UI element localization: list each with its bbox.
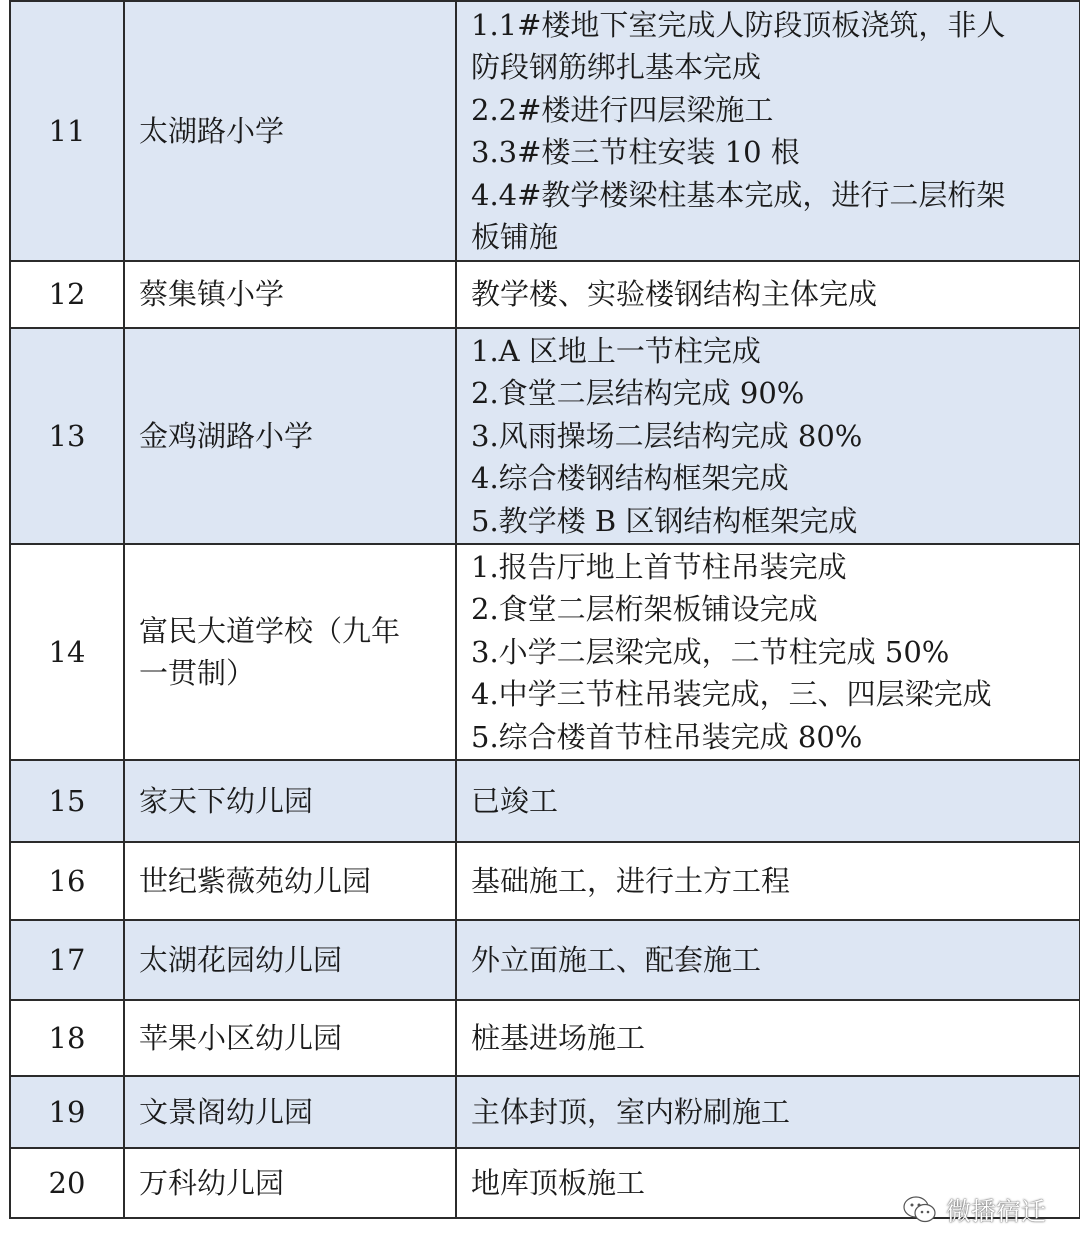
school-name-cell [124, 1148, 456, 1218]
progress-line: 桩基进场施工 [471, 1020, 646, 1055]
progress-cell [456, 760, 1080, 842]
row-number: 18 [48, 1020, 86, 1055]
row-number-cell [10, 1000, 124, 1076]
school-name-cell [124, 1000, 456, 1076]
row-number: 12 [48, 277, 86, 312]
school-name: 苹果小区幼儿园 [139, 1020, 343, 1055]
progress-line: 5.综合楼首节柱吊装完成 80% [471, 719, 863, 754]
watermark-text: 微播宿迁 [945, 1197, 1046, 1226]
progress-line: 板铺施 [471, 220, 559, 254]
progress-line: 2.食堂二层桁架板铺设完成 [471, 592, 818, 627]
progress-cell [456, 1000, 1080, 1076]
row-number: 11 [48, 113, 86, 148]
school-name: 文景阁幼儿园 [139, 1094, 314, 1129]
progress-line: 已竣工 [471, 783, 559, 818]
table-row [10, 760, 1080, 842]
progress-cell [456, 842, 1080, 920]
school-name: 富民大道学校（九年 [139, 613, 401, 648]
progress-line: 1.1#楼地下室完成人防段顶板浇筑，非人 [471, 7, 1006, 42]
progress-line: 4.中学三节柱吊装完成，三、四层梁完成 [471, 677, 992, 712]
table-row [10, 544, 1080, 760]
progress-line: 1.报告厅地上首节柱吊装完成 [471, 549, 847, 584]
school-name-cell [124, 1076, 456, 1148]
progress-line: 2.2#楼进行四层梁施工 [471, 92, 774, 127]
row-number-cell [10, 1, 124, 261]
school-name: 蔡集镇小学 [139, 277, 285, 312]
progress-line: 2.食堂二层结构完成 90% [471, 376, 805, 411]
progress-line: 教学楼、实验楼钢结构主体完成 [471, 277, 878, 312]
progress-cell [456, 1076, 1080, 1148]
table-row [10, 1000, 1080, 1076]
table-row [10, 920, 1080, 1000]
progress-table [9, 0, 1080, 1219]
row-number-cell [10, 544, 124, 760]
row-number: 16 [48, 863, 86, 898]
row-number-cell [10, 920, 124, 1000]
row-number-cell [10, 1148, 124, 1218]
school-name-cell [124, 1, 456, 261]
row-number-cell [10, 760, 124, 842]
wechat-icon [902, 1195, 938, 1225]
school-name: 太湖花园幼儿园 [139, 942, 343, 977]
progress-cell [456, 920, 1080, 1000]
school-name: 万科幼儿园 [139, 1165, 285, 1200]
school-name-cell [124, 842, 456, 920]
progress-line: 基础施工，进行土方工程 [471, 863, 791, 898]
row-number: 17 [48, 942, 86, 977]
row-number-cell [10, 328, 124, 544]
progress-line: 4.综合楼钢结构框架完成 [471, 461, 789, 496]
progress-cell [456, 1, 1080, 261]
school-name-cell [124, 920, 456, 1000]
progress-cell [456, 328, 1080, 544]
school-name: 金鸡湖路小学 [139, 418, 314, 453]
progress-line: 外立面施工、配套施工 [471, 942, 762, 977]
row-number: 15 [48, 783, 86, 818]
row-number-cell [10, 842, 124, 920]
progress-line: 3.3#楼三节柱安装 10 根 [471, 135, 800, 169]
table-row [10, 328, 1080, 544]
progress-line: 4.4#教学楼梁柱基本完成，进行二层桁架 [471, 177, 1006, 212]
progress-line: 1.A 区地上一节柱完成 [471, 333, 761, 368]
row-number: 14 [48, 634, 86, 669]
table-row [10, 261, 1080, 328]
row-number-cell [10, 1076, 124, 1148]
school-name: 一贯制） [139, 656, 256, 690]
row-number: 13 [48, 418, 86, 453]
school-name-cell [124, 760, 456, 842]
school-name-cell [124, 261, 456, 328]
table-row [10, 842, 1080, 920]
progress-cell [456, 261, 1080, 328]
school-name-cell [124, 544, 456, 760]
progress-line: 3.小学二层梁完成，二节柱完成 50% [471, 634, 950, 669]
progress-line: 地库顶板施工 [471, 1165, 646, 1200]
progress-line: 3.风雨操场二层结构完成 80% [471, 418, 863, 453]
school-name-cell [124, 328, 456, 544]
progress-line: 防段钢筋绑扎基本完成 [471, 50, 762, 84]
row-number-cell [10, 261, 124, 328]
progress-line: 主体封顶，室内粉刷施工 [471, 1094, 791, 1129]
school-name: 世纪紫薇苑幼儿园 [139, 863, 372, 898]
row-number: 19 [48, 1094, 86, 1129]
school-name: 家天下幼儿园 [139, 783, 314, 818]
school-name: 太湖路小学 [139, 113, 285, 148]
progress-line: 5.教学楼 B 区钢结构框架完成 [471, 503, 858, 538]
row-number: 20 [48, 1165, 86, 1200]
progress-cell [456, 544, 1080, 760]
watermark [902, 1190, 1046, 1230]
table-row [10, 1, 1080, 261]
table-row [10, 1076, 1080, 1148]
